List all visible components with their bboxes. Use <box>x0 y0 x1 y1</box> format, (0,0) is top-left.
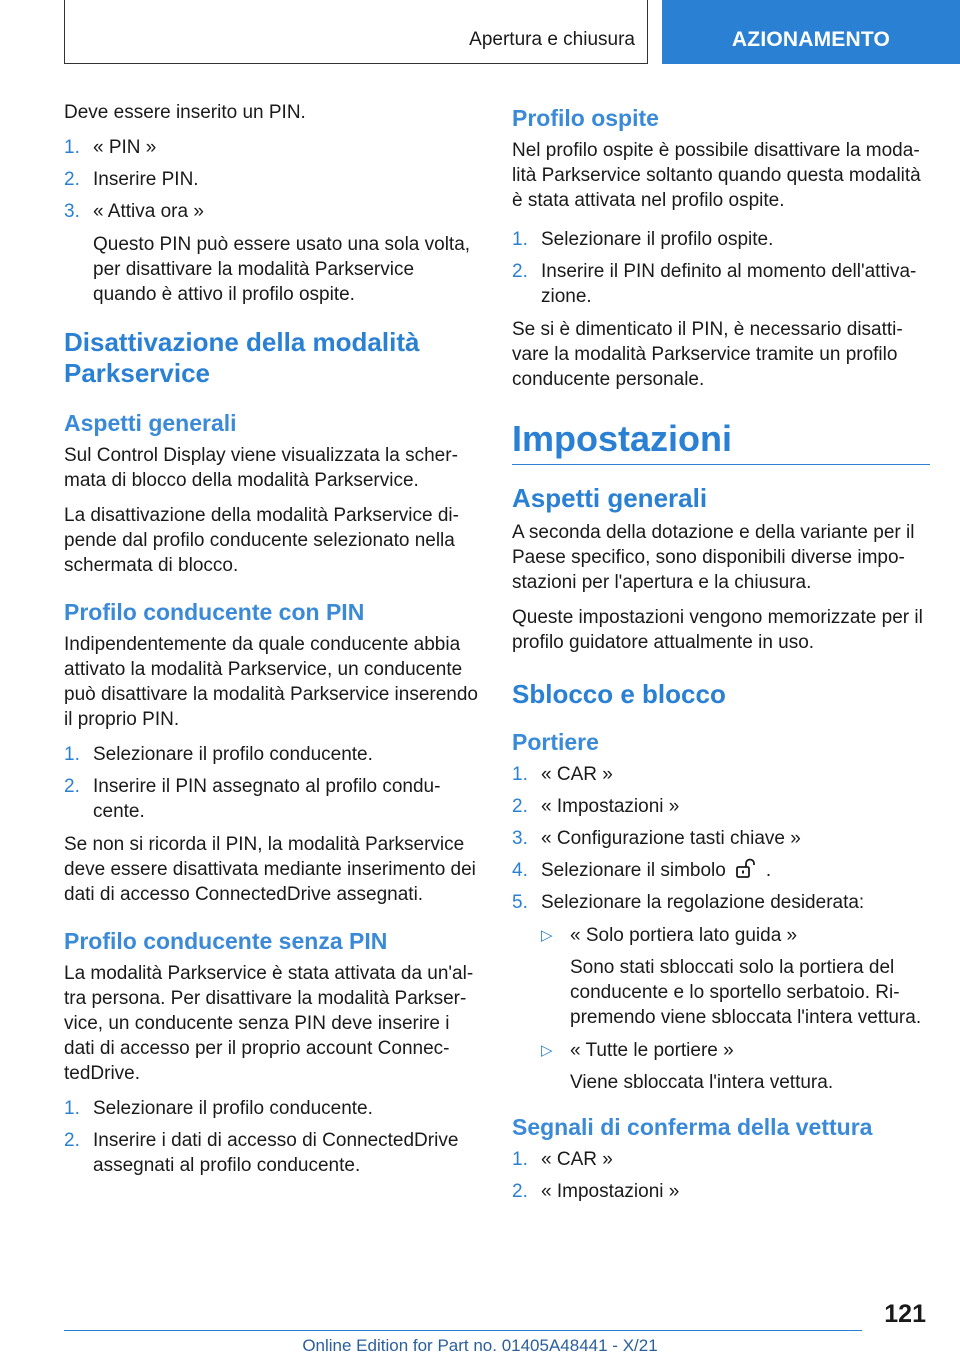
heading-aspetti-generali: Aspetti generali <box>512 483 708 513</box>
paragraph: Indipendentemente da quale conducente abbia attivato la modalità Parkservice, un conducente può disattivare la modalità Parkservice inserendo il proprio PIN. <box>64 634 478 730</box>
option-list <box>541 923 930 1095</box>
portiere-steps <box>512 762 930 1095</box>
section-tab <box>64 0 648 64</box>
list-item: 5. Selezionare la regolazione desiderata: ▷ « Solo portiera lato guida » Sono stati sbloccati solo la portiera del conducente e lo sportello serbatoio. Ripremendo viene sbloccata l'intera vettura. ▷ « Tutte le portiere » Viene sbloccata l'intera vettura. <box>512 890 930 1095</box>
list-item: 3. « Attiva ora » Questo PIN può essere usato una sola volta, per disattivare la modalità Parkservice quando è attivo il profilo ospite. <box>64 199 482 307</box>
list-item: 1. « CAR » <box>512 1149 613 1170</box>
list-item: 2. Inserire PIN. <box>64 169 199 190</box>
paragraph: La modalità Parkservice è stata attivata da un'altra persona. Per disattivare la modalità Parkservice, un conducente senza PIN deve inserire i dati di accesso per il proprio account ConnectedDrive. <box>64 963 474 1084</box>
senza-pin-steps <box>64 1096 482 1178</box>
page-number: 121 <box>884 1300 926 1328</box>
pin-steps <box>64 135 482 307</box>
left-column <box>64 100 482 1186</box>
ospite-steps <box>512 227 930 309</box>
footer-divider <box>64 1330 862 1331</box>
list-item: 1. « PIN » <box>64 137 157 158</box>
option-item: ▷ « Solo portiera lato guida » Sono stati sbloccati solo la portiera del conducente e lo sportello serbatoio. Ripremendo viene sbloccata l'intera vettura. <box>541 925 922 1028</box>
con-pin-steps <box>64 742 482 824</box>
heading-profilo-con-pin: Profilo conducente con PIN <box>64 599 365 625</box>
heading-segnali-conferma: Segnali di conferma della vettura <box>512 1114 873 1140</box>
footer-edition: Online Edition for Part no. 01405A48441 - X/21 <box>302 1336 658 1355</box>
paragraph: La disattivazione della modalità Parkservice dipende dal profilo conducente selezionato nella schermata di blocco. <box>64 505 459 576</box>
list-item: 1. « CAR » <box>512 764 613 785</box>
paragraph: Se si è dimenticato il PIN, è necessario disattivare la modalità Parkservice tramite un profilo conducente personale. <box>512 319 903 390</box>
step-note: Questo PIN può essere usato una sola volta, per disattivare la modalità Parkservice quando è attivo il profilo ospite. <box>93 234 471 305</box>
paragraph: Queste impostazioni vengono memorizzate per il profilo guidatore attualmente in uso. <box>512 607 923 653</box>
list-item: 2. « Impostazioni » <box>512 1181 680 1202</box>
paragraph: A seconda della dotazione e della variante per il Paese specifico, sono disponibili diverse impostazioni per l'apertura e la chiusura. <box>512 522 915 593</box>
list-item: 4. Selezionare il simbolo . <box>512 860 772 881</box>
unlock-icon <box>734 858 756 878</box>
list-item: 2. Inserire il PIN definito al momento dell'attivazione. <box>512 261 917 307</box>
page-header <box>0 0 960 66</box>
heading-portiere: Portiere <box>512 729 599 755</box>
paragraph: Se non si ricorda il PIN, la modalità Parkservice deve essere disattivata mediante inserimento dei dati di accesso ConnectedDrive assegnati. <box>64 834 476 905</box>
option-item: ▷ « Tutte le portiere » Viene sbloccata l'intera vettura. <box>541 1040 834 1093</box>
triangle-bullet-icon: ▷ <box>541 927 553 944</box>
list-item: 2. Inserire i dati di accesso di ConnectedDrive assegnati al profilo conducente. <box>64 1130 459 1176</box>
list-item: 1. Selezionare il profilo ospite. <box>512 229 774 250</box>
right-column <box>512 100 930 1212</box>
chapter-title: AZIONAMENTO <box>731 28 891 51</box>
list-item: 2. Inserire il PIN assegnato al profilo conducente. <box>64 776 441 822</box>
list-item: 3. « Configurazione tasti chiave » <box>512 828 801 849</box>
segnali-steps <box>512 1147 930 1204</box>
list-item: 1. Selezionare il profilo conducente. <box>64 1098 373 1119</box>
heading-impostazioni: Impostazioni <box>512 418 930 465</box>
triangle-bullet-icon: ▷ <box>541 1042 553 1059</box>
section-title: Apertura e chiusura <box>469 29 635 50</box>
heading-profilo-senza-pin: Profilo conducente senza PIN <box>64 928 388 954</box>
list-item: 1. Selezionare il profilo conducente. <box>64 744 373 765</box>
chapter-tab <box>662 0 960 64</box>
heading-sblocco-blocco: Sblocco e blocco <box>512 679 726 709</box>
heading-disattivazione: Disattivazione della modalità Parkservice <box>64 327 420 388</box>
intro-text: Deve essere inserito un PIN. <box>64 102 306 123</box>
heading-aspetti-generali: Aspetti generali <box>64 410 237 436</box>
paragraph: Sul Control Display viene visualizzata la schermata di blocco della modalità Parkservice. <box>64 445 458 491</box>
paragraph: Nel profilo ospite è possibile disattivare la modalità Parkservice soltanto quando questa modalità è stata attivata nel profilo ospite. <box>512 140 921 211</box>
list-item: 2. « Impostazioni » <box>512 796 680 817</box>
heading-profilo-ospite: Profilo ospite <box>512 105 659 131</box>
